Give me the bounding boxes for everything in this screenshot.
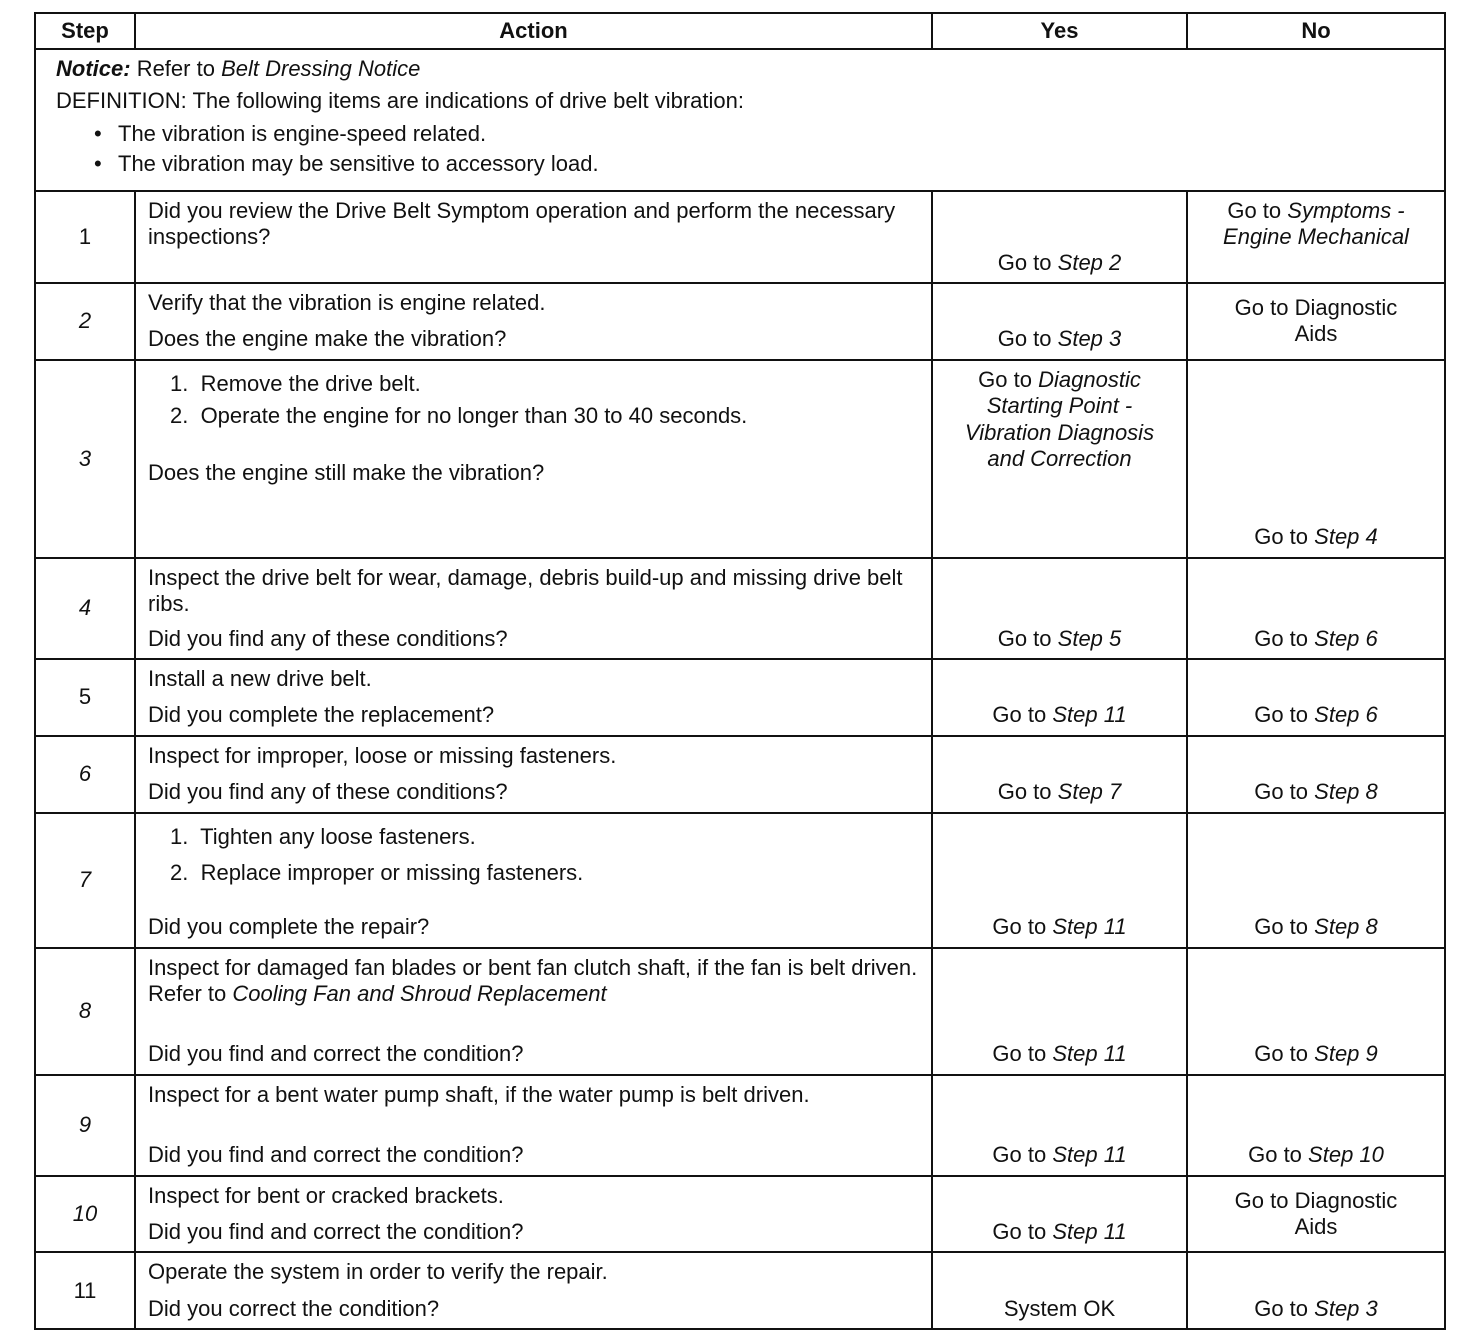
no-link[interactable]: Step 9 bbox=[1314, 1041, 1378, 1067]
yes-cell bbox=[932, 813, 1187, 948]
definition-bullet: • The vibration may be sensitive to accessory load. bbox=[94, 151, 1426, 177]
action-cell bbox=[135, 558, 932, 659]
no-prefix: Go to bbox=[1254, 1041, 1309, 1067]
action-question: Does the engine still make the vibration? bbox=[148, 459, 545, 485]
header-action: Action bbox=[135, 13, 932, 49]
drive-belt-vibration-table bbox=[34, 12, 1446, 1330]
yes-link[interactable]: Step 11 bbox=[1052, 702, 1127, 728]
yes-text: System OK bbox=[1003, 1295, 1116, 1321]
no-cell bbox=[1187, 1252, 1445, 1329]
action-text: Inspect for bent or cracked brackets. bbox=[148, 1182, 504, 1208]
diagnostic-table-sheet bbox=[34, 12, 1444, 1330]
no-link[interactable]: Symptoms - Engine Mechanical bbox=[1223, 198, 1409, 250]
yes-prefix: Go to bbox=[997, 326, 1052, 352]
action-cell bbox=[135, 360, 932, 558]
no-cell bbox=[1187, 948, 1445, 1075]
yes-link[interactable]: Step 2 bbox=[1057, 249, 1122, 275]
no-prefix: Go to bbox=[1254, 1295, 1309, 1321]
header-row bbox=[35, 13, 1445, 49]
header-no: No bbox=[1187, 13, 1445, 49]
action-text: Inspect for improper, loose or missing fasteners. bbox=[148, 742, 617, 768]
action-text: Inspect for a bent water pump shaft, if the water pump is belt driven. bbox=[148, 1081, 810, 1107]
yes-link[interactable]: Step 11 bbox=[1052, 914, 1127, 940]
yes-prefix: Go to bbox=[992, 702, 1047, 728]
no-cell bbox=[1187, 813, 1445, 948]
notice-line bbox=[56, 56, 1426, 82]
step-number: 1 bbox=[35, 191, 135, 283]
notice-text: Refer to bbox=[136, 56, 215, 81]
yes-cell bbox=[932, 191, 1187, 283]
no-prefix: Go to bbox=[1248, 1142, 1302, 1168]
yes-prefix: Go to bbox=[992, 1041, 1047, 1067]
action-question: Did you find and correct the condition? bbox=[148, 1041, 524, 1067]
no-prefix: Go to bbox=[1254, 524, 1309, 550]
action-list-item: 1. Remove the drive belt. bbox=[170, 370, 421, 396]
notice-cell bbox=[35, 49, 1445, 191]
header-step: Step bbox=[35, 13, 135, 49]
action-text: Operate the system in order to verify the repair. bbox=[148, 1259, 608, 1285]
step-number: 9 bbox=[35, 1075, 135, 1176]
action-question: Did you find any of these conditions? bbox=[148, 779, 508, 805]
yes-prefix: Go to bbox=[992, 1219, 1047, 1245]
table-row bbox=[35, 360, 1445, 558]
notice-label: Notice: bbox=[56, 56, 131, 81]
table-row bbox=[35, 736, 1445, 813]
action-text: Inspect the drive belt for wear, damage, debris build-up and missing drive belt ribs. bbox=[148, 564, 903, 617]
table-row bbox=[35, 1252, 1445, 1329]
action-question: Did you complete the repair? bbox=[148, 914, 430, 940]
step-number: 5 bbox=[35, 659, 135, 736]
no-prefix: Go to bbox=[1254, 702, 1309, 728]
notice-link[interactable]: Belt Dressing Notice bbox=[221, 56, 421, 81]
action-cell bbox=[135, 659, 932, 736]
action-list-item: 2. Operate the engine for no longer than 30 to 40 seconds. bbox=[170, 403, 748, 429]
no-link[interactable]: Step 3 bbox=[1314, 1295, 1378, 1321]
action-text: Install a new drive belt. bbox=[148, 665, 372, 691]
no-link[interactable]: Step 8 bbox=[1314, 779, 1378, 805]
no-prefix: Go to bbox=[1254, 779, 1309, 805]
no-prefix: Go to bbox=[1254, 914, 1309, 940]
no-link[interactable]: Step 10 bbox=[1308, 1142, 1384, 1168]
yes-link[interactable]: Step 11 bbox=[1052, 1041, 1127, 1067]
action-text: Did you review the Drive Belt Symptom operation and perform the necessary inspections? bbox=[148, 198, 896, 250]
table-row bbox=[35, 813, 1445, 948]
yes-link[interactable]: Diagnostic Starting Point - Vibration Diagnosis and Correction bbox=[964, 366, 1155, 471]
table-row bbox=[35, 283, 1445, 360]
step-number: 7 bbox=[35, 813, 135, 948]
action-cell bbox=[135, 813, 932, 948]
action-question: Did you correct the condition? bbox=[148, 1295, 440, 1321]
yes-cell bbox=[932, 736, 1187, 813]
action-text bbox=[148, 955, 919, 1008]
yes-prefix: Go to bbox=[978, 366, 1032, 392]
yes-cell bbox=[932, 283, 1187, 360]
action-cell bbox=[135, 736, 932, 813]
no-prefix: Go to bbox=[1227, 198, 1282, 223]
yes-cell bbox=[932, 659, 1187, 736]
definition-bullet: • The vibration is engine-speed related. bbox=[94, 121, 1426, 147]
action-question: Did you find any of these conditions? bbox=[148, 625, 508, 651]
no-link[interactable]: Step 4 bbox=[1314, 524, 1378, 550]
yes-prefix: Go to bbox=[992, 914, 1047, 940]
no-link[interactable]: Step 6 bbox=[1314, 702, 1378, 728]
no-cell bbox=[1187, 659, 1445, 736]
yes-link[interactable]: Step 11 bbox=[1052, 1142, 1127, 1168]
action-list-item: 1. Tighten any loose fasteners. bbox=[170, 823, 476, 849]
no-cell bbox=[1187, 736, 1445, 813]
yes-cell bbox=[932, 1252, 1187, 1329]
no-cell bbox=[1187, 1075, 1445, 1176]
yes-prefix: Go to bbox=[997, 249, 1052, 275]
step-number: 11 bbox=[35, 1252, 135, 1329]
yes-link[interactable]: Step 5 bbox=[1057, 625, 1122, 651]
no-cell bbox=[1187, 283, 1445, 360]
action-cell bbox=[135, 283, 932, 360]
no-prefix: Go to bbox=[1254, 625, 1309, 651]
yes-prefix: Go to bbox=[992, 1142, 1047, 1168]
action-cell bbox=[135, 191, 932, 283]
action-link[interactable]: Cooling Fan and Shroud Replacement bbox=[232, 981, 607, 1007]
definition-bullets bbox=[94, 121, 1426, 178]
table-row bbox=[35, 191, 1445, 283]
action-question: Did you complete the replacement? bbox=[148, 702, 495, 728]
yes-cell bbox=[932, 1176, 1187, 1253]
table-row bbox=[35, 558, 1445, 659]
action-cell bbox=[135, 1075, 932, 1176]
no-cell bbox=[1187, 360, 1445, 558]
no-link[interactable]: Step 8 bbox=[1314, 914, 1378, 940]
yes-link[interactable]: Step 11 bbox=[1052, 1219, 1127, 1245]
yes-cell bbox=[932, 558, 1187, 659]
action-cell bbox=[135, 1176, 932, 1253]
table-row bbox=[35, 659, 1445, 736]
step-number: 8 bbox=[35, 948, 135, 1075]
no-text[interactable]: Go to Diagnostic Aids bbox=[1234, 295, 1398, 347]
yes-cell bbox=[932, 1075, 1187, 1176]
step-number: 10 bbox=[35, 1176, 135, 1253]
step-number: 6 bbox=[35, 736, 135, 813]
action-list bbox=[148, 824, 919, 887]
action-cell bbox=[135, 948, 932, 1075]
step-number: 4 bbox=[35, 558, 135, 659]
no-cell bbox=[1187, 1176, 1445, 1253]
action-list bbox=[148, 371, 919, 430]
table-row bbox=[35, 1176, 1445, 1253]
action-question: Did you find and correct the condition? bbox=[148, 1219, 524, 1245]
notice-row bbox=[35, 49, 1445, 191]
no-link[interactable]: Step 6 bbox=[1314, 625, 1378, 651]
action-question: Did you find and correct the condition? bbox=[148, 1142, 524, 1168]
action-text-prefix: Inspect for damaged fan blades or bent fan clutch shaft, if the fan is belt driven. Refer to bbox=[148, 954, 918, 1007]
yes-link[interactable]: Step 3 bbox=[1057, 326, 1122, 352]
table-row bbox=[35, 948, 1445, 1075]
action-question: Does the engine make the vibration? bbox=[148, 326, 507, 352]
yes-cell bbox=[932, 360, 1187, 558]
definition-text: DEFINITION: The following items are indications of drive belt vibration: bbox=[56, 88, 744, 114]
table-row bbox=[35, 1075, 1445, 1176]
yes-cell bbox=[932, 948, 1187, 1075]
yes-prefix: Go to bbox=[997, 625, 1052, 651]
step-number: 3 bbox=[35, 360, 135, 558]
yes-prefix: Go to bbox=[997, 779, 1052, 805]
action-cell bbox=[135, 1252, 932, 1329]
action-list-item: 2. Replace improper or missing fasteners. bbox=[170, 859, 584, 885]
no-cell bbox=[1187, 191, 1445, 283]
no-cell bbox=[1187, 558, 1445, 659]
no-text[interactable]: Go to Diagnostic Aids bbox=[1234, 1187, 1398, 1240]
header-yes: Yes bbox=[932, 13, 1187, 49]
step-number: 2 bbox=[35, 283, 135, 360]
yes-link[interactable]: Step 7 bbox=[1057, 779, 1122, 805]
action-text: Verify that the vibration is engine related. bbox=[148, 290, 546, 315]
